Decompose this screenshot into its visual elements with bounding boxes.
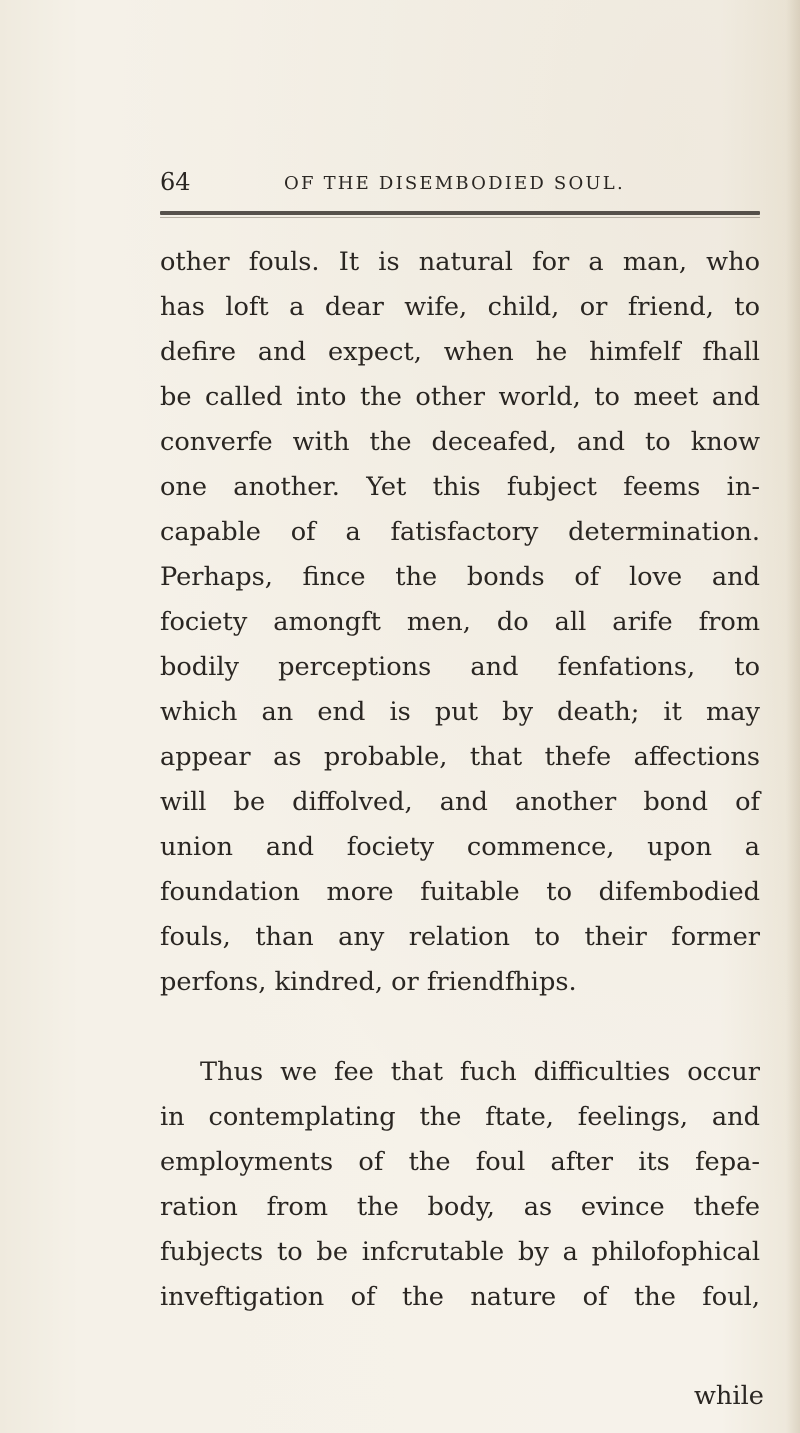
text-line: fociety amongft men, do all arife from (160, 607, 760, 637)
text-line: perfons, kindred, or friendfhips. (160, 967, 577, 997)
text-line: fouls, than any relation to their former (160, 922, 760, 952)
text-line: capable of a fatisfactory determination. (160, 517, 760, 547)
header-rule (160, 211, 760, 215)
page-edge-shadow (786, 0, 800, 1433)
text-line: one another. Yet this fubject feems in- (160, 472, 760, 502)
text-line: Thus we fee that fuch difficulties occur (200, 1057, 760, 1087)
text-line: foundation more fuitable to difembodied (160, 877, 760, 907)
text-line: ration from the body, as evince thefe (160, 1192, 760, 1222)
text-line: converfe with the deceafed, and to know (160, 427, 760, 457)
body-text (160, 240, 760, 1320)
text-line: will be diffolved, and another bond of (160, 787, 760, 817)
paragraph-1 (160, 240, 760, 1005)
text-line: union and fociety commence, upon a (160, 832, 760, 862)
text-line: inveftigation of the nature of the foul, (160, 1282, 760, 1312)
text-line: defire and expect, when he himfelf fhall (160, 337, 760, 367)
text-line: appear as probable, that thefe affections (160, 742, 760, 772)
paragraph-gap (160, 1005, 760, 1050)
running-head (160, 168, 760, 200)
running-head-title: OF THE DISEMBODIED SOUL. (284, 173, 625, 194)
text-line: has loft a dear wife, child, or friend, to (160, 292, 760, 322)
text-line: be called into the other world, to meet and (160, 382, 760, 412)
text-line: in contemplating the ftate, feelings, and (160, 1102, 760, 1132)
text-line: employments of the foul after its fepa- (160, 1147, 760, 1177)
text-line: which an end is put by death; it may (160, 697, 760, 727)
page-number: 64 (160, 168, 191, 196)
catchword: while (694, 1381, 764, 1411)
text-line: bodily perceptions and fenfations, to (160, 652, 760, 682)
text-line: Perhaps, fince the bonds of love and (160, 562, 760, 592)
text-line: other fouls. It is natural for a man, who (160, 247, 760, 277)
text-line: fubjects to be infcrutable by a philofophical (160, 1237, 760, 1267)
header-rule-thin (160, 217, 760, 218)
paragraph-2 (160, 1050, 760, 1320)
